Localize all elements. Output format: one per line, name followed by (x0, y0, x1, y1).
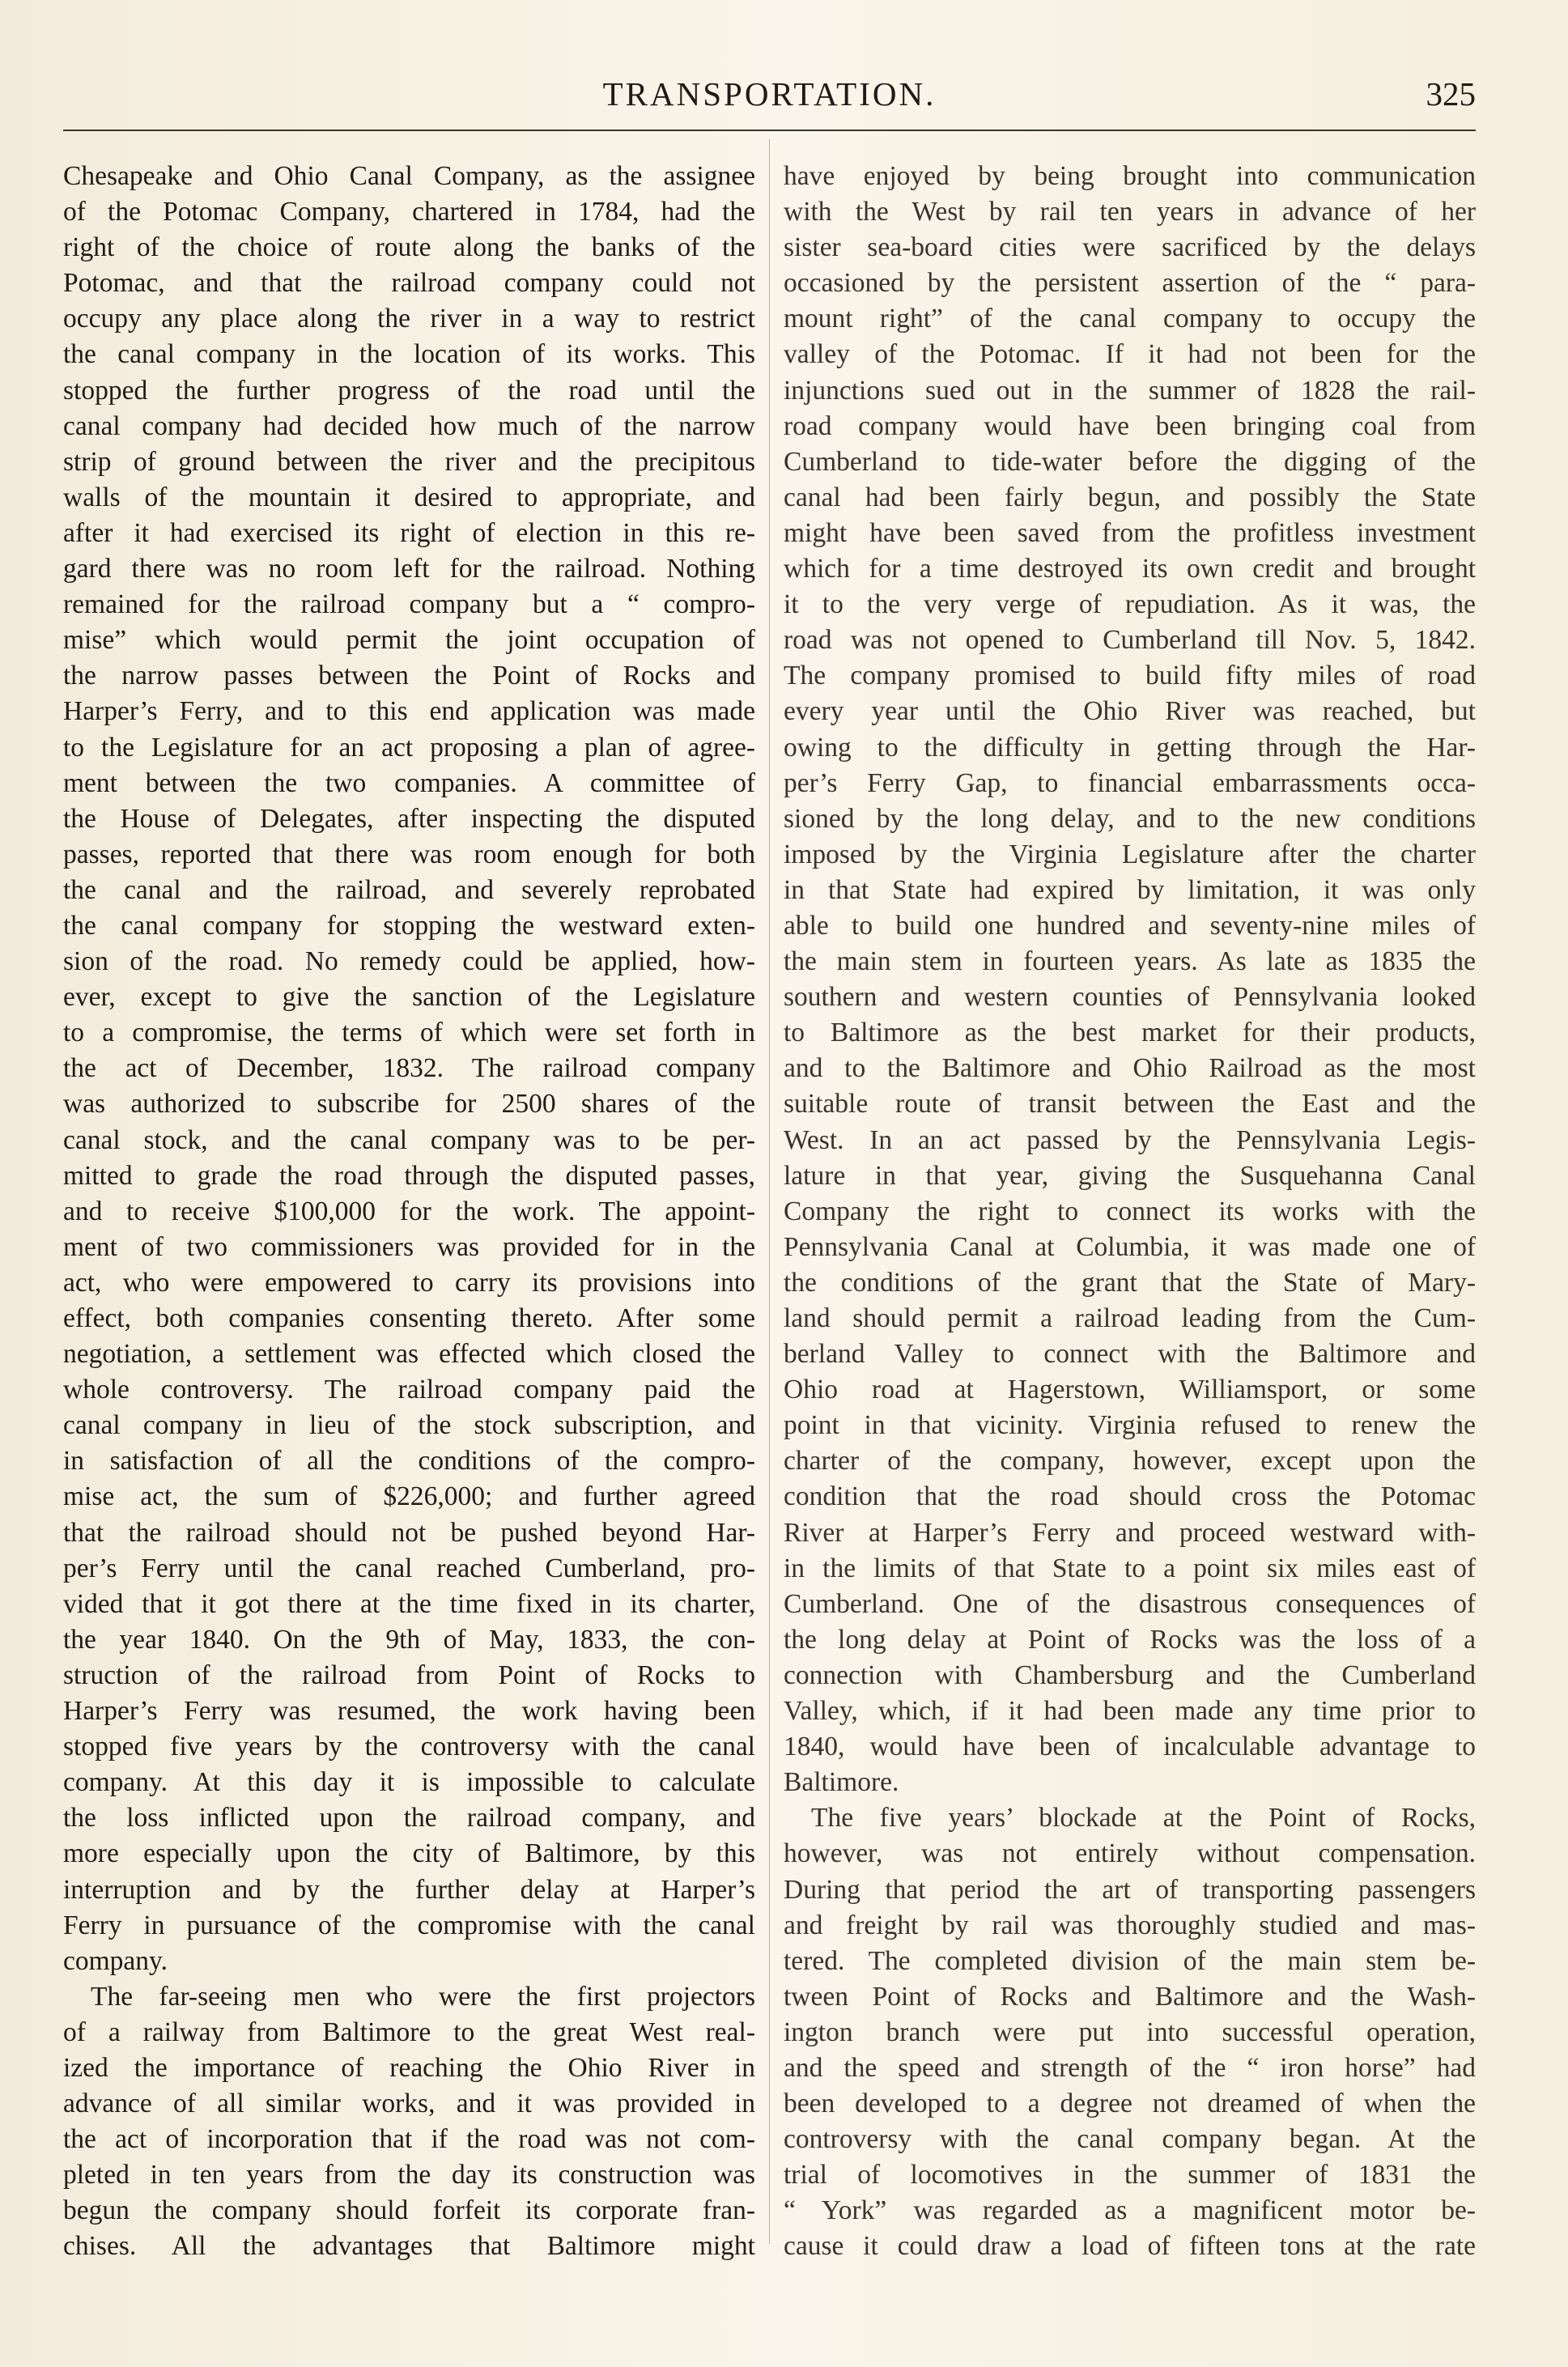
text-line: the act of December, 1832. The railroad company (63, 1053, 755, 1084)
text-line: interruption and by the further delay at Harper’s (63, 1874, 755, 1905)
text-line: The five years’ blockade at the Point of Rocks, (811, 1803, 1476, 1834)
text-line: that the railroad should not be pushed beyond Har- (63, 1517, 755, 1548)
text-line: in satisfaction of all the conditions of the compro- (63, 1446, 755, 1477)
text-line: per’s Ferry Gap, to financial embarrassments occa- (784, 767, 1476, 798)
text-line: and the speed and strength of the “ iron horse” had (784, 2052, 1476, 2083)
text-line: Chesapeake and Ohio Canal Company, as the assignee (63, 161, 755, 191)
text-line: mount right” of the canal company to occupy the (784, 304, 1476, 334)
text-line: road company would have been bringing coal from (784, 410, 1476, 441)
text-line: sister sea-board cities were sacrificed by the delays (784, 232, 1476, 263)
text-line: gard there was no room left for the railroad. Nothing (63, 554, 755, 584)
text-line: however, was not entirely without compensation. (784, 1838, 1476, 1869)
text-line: vided that it got there at the time fixed in its charter, (63, 1588, 755, 1619)
text-line: in the limits of that State to a point six miles east of (784, 1553, 1476, 1583)
text-line: was authorized to subscribe for 2500 shares of the (63, 1089, 755, 1120)
text-line: owing to the difficulty in getting through the Har- (784, 732, 1476, 763)
text-line: whole controversy. The railroad company paid the (63, 1375, 755, 1405)
text-line: company. At this day it is impossible to calculate (63, 1767, 755, 1798)
text-line: Baltimore. (784, 1767, 899, 1798)
text-line: condition that the road should cross the Potomac (784, 1481, 1476, 1512)
text-line: road was not opened to Cumberland till Nov. 5, 1842. (784, 625, 1476, 656)
text-line: to a compromise, the terms of which were set forth in (63, 1018, 755, 1048)
text-line: the canal and the railroad, and severely reprobated (63, 874, 755, 905)
text-line: ment of two commissioners was provided for in the (63, 1231, 755, 1262)
text-line: Company the right to connect its works with the (784, 1196, 1476, 1226)
text-line: it to the very verge of repudiation. As it was, the (784, 589, 1476, 620)
text-line: to Baltimore as the best market for their products, (784, 1018, 1476, 1048)
page-number: 325 (1426, 75, 1476, 113)
text-line: walls of the mountain it desired to appropriate, and (63, 482, 755, 512)
text-line: and to receive $100,000 for the work. The appoint- (63, 1196, 755, 1226)
text-line: more especially upon the city of Baltimore, by this (63, 1838, 755, 1869)
text-line: pleted in ten years from the day its construction was (63, 2160, 755, 2191)
text-line: after it had exercised its right of election in this re- (63, 517, 755, 548)
text-line: and to the Baltimore and Ohio Railroad as the most (784, 1053, 1476, 1084)
text-line: every year until the Ohio River was reached, but (784, 696, 1476, 727)
text-line: mise” which would permit the joint occupation of (63, 625, 755, 656)
text-line: land should permit a railroad leading from the Cum- (784, 1303, 1476, 1333)
text-line: lature in that year, giving the Susquehanna Canal (784, 1160, 1476, 1191)
text-line: chises. All the advantages that Baltimore might (63, 2231, 755, 2262)
text-line: Potomac, and that the railroad company could not (63, 268, 755, 299)
text-line: The far-seeing men who were the first projectors (91, 1981, 755, 2012)
text-line: to the Legislature for an act proposing a plan of agree- (63, 732, 755, 763)
text-line: controversy with the canal company began. At the (784, 2124, 1476, 2155)
text-line: Ferry in pursuance of the compromise with the canal (63, 1910, 755, 1940)
text-line: canal company had decided how much of the narrow (63, 410, 755, 441)
text-line: River at Harper’s Ferry and proceed westward with- (784, 1517, 1476, 1548)
text-line: During that period the art of transporting passengers (784, 1874, 1476, 1905)
text-line: Pennsylvania Canal at Columbia, it was made one of (784, 1231, 1476, 1262)
text-line: valley of the Potomac. If it had not been for the (784, 339, 1476, 370)
text-line: 1840, would have been of incalculable advantage to (784, 1732, 1476, 1762)
text-line: the long delay at Point of Rocks was the loss of a (784, 1624, 1476, 1655)
text-line: stopped the further progress of the road until the (63, 375, 755, 406)
text-line: point in that vicinity. Virginia refused to renew the (784, 1410, 1476, 1441)
text-line: suitable route of transit between the East and the (784, 1089, 1476, 1120)
text-line: ized the importance of reaching the Ohio River in (63, 2052, 755, 2083)
text-line: the narrow passes between the Point of Rocks and (63, 661, 755, 691)
text-line: of the Potomac Company, chartered in 1784, had the (63, 197, 755, 227)
text-line: “ York” was regarded as a magnificent motor be- (784, 2195, 1476, 2226)
text-line: canal company in lieu of the stock subscription, and (63, 1410, 755, 1441)
text-line: tered. The completed division of the main stem be- (784, 1945, 1476, 1976)
text-line: the conditions of the grant that the State of Mary- (784, 1267, 1476, 1298)
text-line: occupy any place along the river in a way to restrict (63, 304, 755, 334)
text-line: connection with Chambersburg and the Cumberland (784, 1659, 1476, 1690)
text-line: southern and western counties of Pennsylvania looked (784, 982, 1476, 1013)
text-line: the main stem in fourteen years. As late as 1835 the (784, 946, 1476, 977)
text-line: berland Valley to connect with the Baltimore and (784, 1339, 1476, 1370)
column-divider (769, 139, 770, 2244)
text-line: which for a time destroyed its own credit and brought (784, 554, 1476, 584)
text-line: Ohio road at Hagerstown, Williamsport, or some (784, 1375, 1476, 1405)
text-line: trial of locomotives in the summer of 1831 the (784, 2160, 1476, 2191)
text-line: the canal company in the location of its works. This (63, 339, 755, 370)
text-line: of a railway from Baltimore to the great West real- (63, 2016, 755, 2047)
text-line: effect, both companies consenting thereto. After some (63, 1303, 755, 1333)
text-line: in that State had expired by limitation, it was only (784, 874, 1476, 905)
text-line: the year 1840. On the 9th of May, 1833, the con- (63, 1624, 755, 1655)
text-line: tween Point of Rocks and Baltimore and the Wash- (784, 1981, 1476, 2012)
text-line: ment between the two companies. A committee of (63, 767, 755, 798)
running-header (63, 74, 1476, 123)
text-line: might have been saved from the profitless investment (784, 517, 1476, 548)
text-line: Valley, which, if it had been made any time prior to (784, 1696, 1476, 1727)
text-line: struction of the railroad from Point of Rocks to (63, 1659, 755, 1690)
text-line: able to build one hundred and seventy-nine miles of (784, 910, 1476, 941)
text-line: Harper’s Ferry was resumed, the work having been (63, 1696, 755, 1727)
text-line: ington branch were put into successful operation, (784, 2016, 1476, 2047)
text-line: the canal company for stopping the westward exten- (63, 910, 755, 941)
text-line: occasioned by the persistent assertion of the “ para- (784, 268, 1476, 299)
text-line: sioned by the long delay, and to the new conditions (784, 803, 1476, 834)
text-line: Harper’s Ferry, and to this end application was made (63, 696, 755, 727)
text-line: the loss inflicted upon the railroad company, and (63, 1803, 755, 1834)
text-line: the House of Delegates, after inspecting the disputed (63, 803, 755, 834)
header-rule (63, 130, 1476, 131)
text-line: advance of all similar works, and it was provided in (63, 2089, 755, 2119)
text-line: with the West by rail ten years in advance of her (784, 197, 1476, 227)
left-column (63, 159, 755, 2265)
text-line: cause it could draw a load of fifteen tons at the rate (784, 2231, 1476, 2262)
text-line: mise act, the sum of $226,000; and further agreed (63, 1481, 755, 1512)
text-line: The company promised to build fifty miles of road (784, 661, 1476, 691)
text-line: remained for the railroad company but a “ compro- (63, 589, 755, 620)
text-line: West. In an act passed by the Pennsylvania Legis- (784, 1124, 1476, 1155)
text-line: sion of the road. No remedy could be applied, how- (63, 946, 755, 977)
text-line: charter of the company, however, except upon the (784, 1446, 1476, 1477)
text-line: passes, reported that there was room enough for both (63, 839, 755, 869)
text-line: have enjoyed by being brought into communication (784, 161, 1476, 191)
text-line: strip of ground between the river and the precipitous (63, 446, 755, 477)
text-line: mitted to grade the road through the disputed passes, (63, 1160, 755, 1191)
text-line: per’s Ferry until the canal reached Cumberland, pro- (63, 1553, 755, 1583)
text-line: begun the company should forfeit its corporate fran- (63, 2195, 755, 2226)
right-column (784, 159, 1476, 2265)
text-line: injunctions sued out in the summer of 1828 the rail- (784, 375, 1476, 406)
text-line: canal had been fairly begun, and possibly the State (784, 482, 1476, 512)
text-line: the act of incorporation that if the road was not com- (63, 2124, 755, 2155)
text-line: stopped five years by the controversy with the canal (63, 1732, 755, 1762)
text-line: been developed to a degree not dreamed of when the (784, 2089, 1476, 2119)
text-line: canal stock, and the canal company was to be per- (63, 1124, 755, 1155)
page-title: TRANSPORTATION. (602, 75, 937, 113)
text-line: Cumberland. One of the disastrous consequences of (784, 1588, 1476, 1619)
text-line: company. (63, 1945, 168, 1976)
text-line: negotiation, a settlement was effected which closed the (63, 1339, 755, 1370)
text-line: and freight by rail was thoroughly studied and mas- (784, 1910, 1476, 1940)
text-line: imposed by the Virginia Legislature after the charter (784, 839, 1476, 869)
text-line: Cumberland to tide-water before the digging of the (784, 446, 1476, 477)
text-line: act, who were empowered to carry its provisions into (63, 1267, 755, 1298)
text-line: right of the choice of route along the banks of the (63, 232, 755, 263)
text-line: ever, except to give the sanction of the Legislature (63, 982, 755, 1013)
